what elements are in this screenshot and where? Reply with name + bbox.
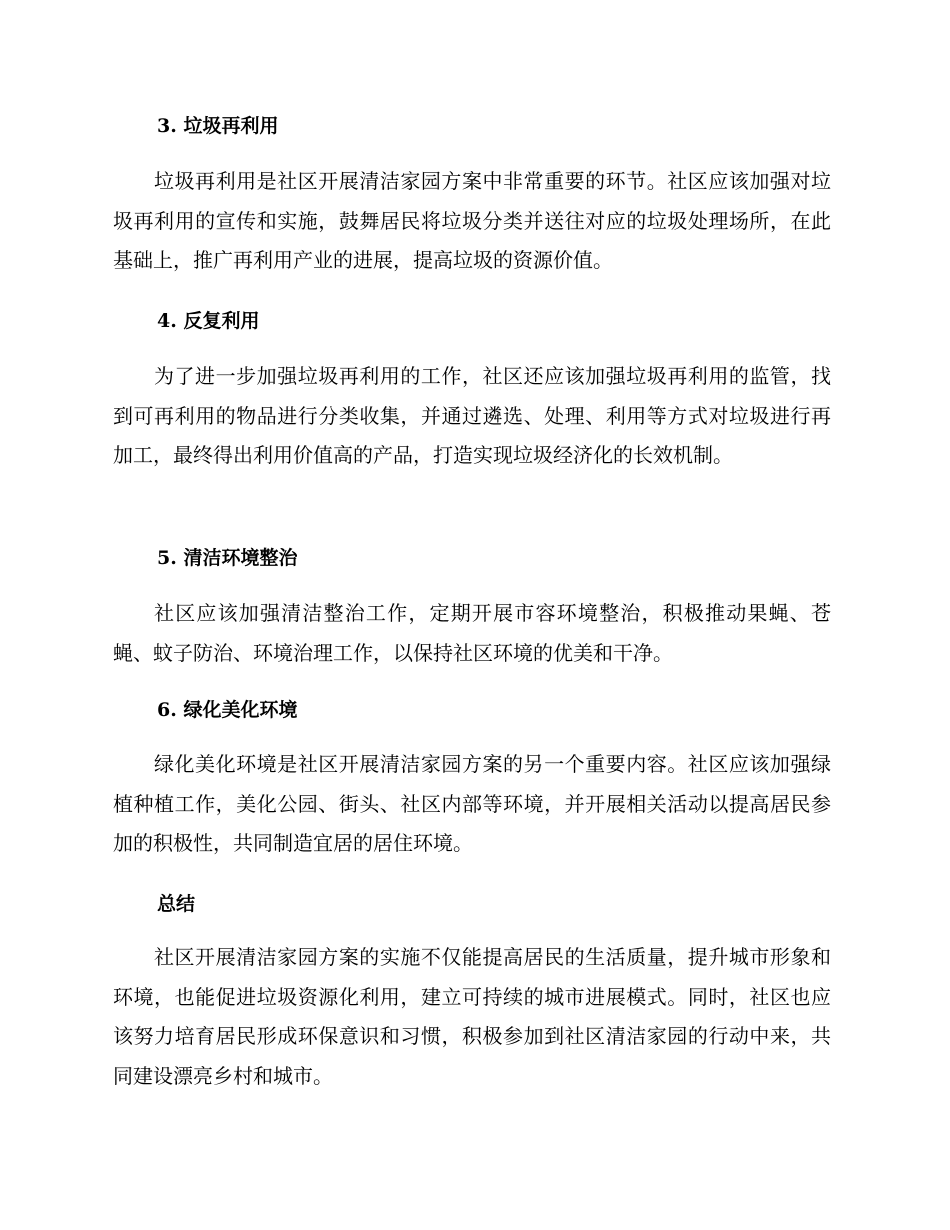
section-heading: 5. 清洁环境整治 <box>157 547 298 569</box>
section-heading: 4. 反复利用 <box>157 310 260 332</box>
section-heading: 3. 垃圾再利用 <box>157 115 279 137</box>
section-paragraph: 社区开展清洁家园方案的实施不仅能提高居民的生活质量，提升城市形象和环境，也能促进垃圾资源化利用，建立可持续的城市进展模式。同时，社区也应该努力培育居民形成环保意识和习惯，积极参加到社区清洁家园的行动中来，共同建设漂亮乡村和城市。 <box>113 945 831 1088</box>
section-paragraph: 社区应该加强清洁整治工作，定期开展市容环境整治，积极推动果蝇、苍蝇、蚊子防治、环境治理工作，以保持社区环境的优美和干净。 <box>113 601 831 665</box>
section-paragraph: 垃圾再利用是社区开展清洁家园方案中非常重要的环节。社区应该加强对垃圾再利用的宣传和实施，鼓舞居民将垃圾分类并送往对应的垃圾处理场所，在此基础上，推广再利用产业的进展，提高垃圾的资源价值。 <box>113 169 831 272</box>
section-paragraph: 为了进一步加强垃圾再利用的工作，社区还应该加强垃圾再利用的监管，找到可再利用的物品进行分类收集，并通过遴选、处理、利用等方式对垃圾进行再加工，最终得出利用价值高的产品，打造实现垃圾经济化的长效机制。 <box>113 364 831 467</box>
section-paragraph: 绿化美化环境是社区开展清洁家园方案的另一个重要内容。社区应该加强绿植种植工作，美化公园、街头、社区内部等环境，并开展相关活动以提高居民参加的积极性，共同制造宜居的居住环境。 <box>113 752 831 855</box>
section-heading: 总结 <box>157 893 196 915</box>
section-heading: 6. 绿化美化环境 <box>157 699 298 721</box>
